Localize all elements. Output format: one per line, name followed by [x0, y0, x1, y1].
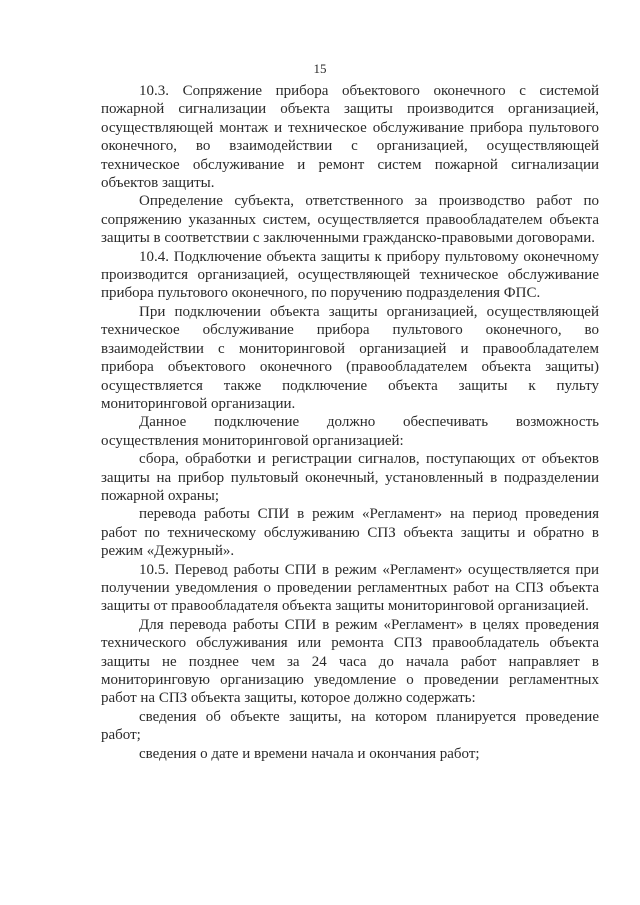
list-item-date-time: сведения о дате и времени начала и окончания работ;	[139, 745, 480, 762]
paragraph-10-4: 10.4. Подключение объекта защиты к прибору пультовому оконечному производится организацией, осуществляющей техническое обслуживание прибора пультового оконечного, по поручению подразделения ФПС.	[101, 248, 599, 302]
page-number: 15	[313, 61, 327, 76]
paragraph-connection-capabilities: Данное подключение должно обеспечивать возможность осуществления мониторинговой организацией:	[101, 414, 599, 449]
paragraph-10-5: 10.5. Перевод работы СПИ в режим «Регламент» осуществляется при получении уведомления о проведении регламентных работ на СПЗ объекта защиты от правообладателя объекта защиты мониторинговой организацией.	[101, 561, 599, 615]
list-item-mode-switch: перевода работы СПИ в режим «Регламент» на период проведения работ по техническому обслуживанию СПЗ объекта защиты и обратно в режим «Дежурный».	[101, 506, 599, 560]
document-body	[101, 82, 599, 763]
paragraph-connection: При подключении объекта защиты организацией, осуществляющей техническое обслуживание прибора пультового оконечного, во взаимодействии с мониторинговой организацией и правообладателем прибора объектового оконечного (правообладателем объекта защиты) осуществляется также подключение объекта защиты к пульту мониторинговой организации.	[101, 303, 599, 412]
list-item-object-info: сведения об объекте защиты, на котором планируется проведение работ;	[101, 708, 599, 744]
list-item-signal-processing: сбора, обработки и регистрации сигналов, поступающих от объектов защиты на прибор пультовый оконечный, установленный в подразделении пожарной охраны;	[101, 451, 599, 504]
paragraph-notification: Для перевода работы СПИ в режим «Регламент» в целях проведения технического обслуживания или ремонта СПЗ правообладатель объекта защиты не позднее чем за 24 часа до начала работ направляет в мониторинговую организацию уведомление о проведении регламентных работ на СПЗ объекта защиты, которое должно содержать:	[101, 616, 599, 707]
paragraph-10-3: 10.3. Сопряжение прибора объектового оконечного с системой пожарной сигнализации объекта защиты производится организацией, осуществляющей монтаж и техническое обслуживание прибора пультового оконечного, во взаимодействии с организацией, осуществляющей техническое обслуживание и ремонт систем пожарной сигнализации объектов защиты.	[101, 83, 599, 192]
paragraph-responsible-subject: Определение субъекта, ответственного за производство работ по сопряжению указанных систем, осуществляется правообладателем объекта защиты в соответствии с заключенными гражданско-правовыми договорами.	[101, 193, 599, 247]
